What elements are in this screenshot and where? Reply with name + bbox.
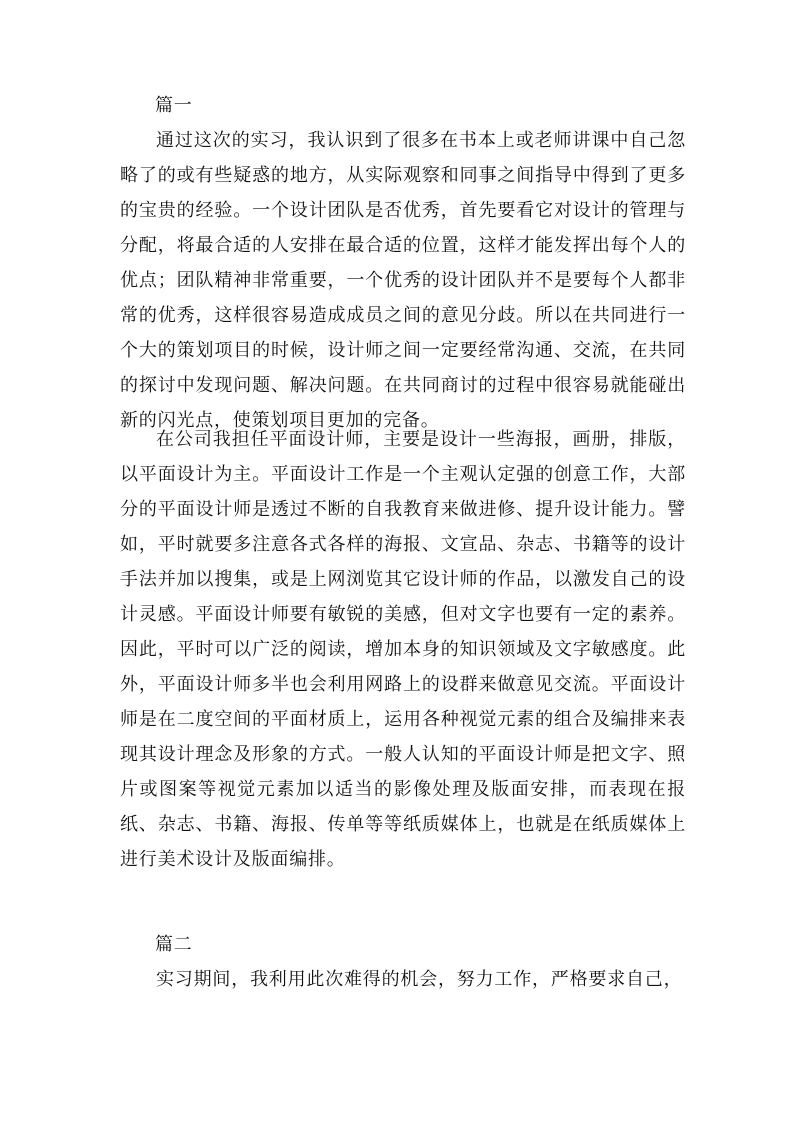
paragraph: 在公司我担任平面设计师，主要是设计一些海报，画册，排版，以平面设计为主。平面设计工作是一个主观认定强的创意工作，大部分的平面设计师是透过不断的自我教育来做进修、提升设计能力。譬如，平时就要多注意各式各样的海报、文宣品、杂志、书籍等的设计手法并加以搜集，或是上网浏览其它设计师的作品，以激发自己的设计灵感。平面设计师要有敏锐的美感，但对文字也要有一定的素养。因此，平时可以广泛的阅读，增加本身的知识领域及文字敏感度。此外，平面设计师多半也会利用网路上的设群来做意见交流。平面设计师是在二度空间的平面材质上，运用各种视觉元素的组合及编排来表现其设计理念及形象的方式。一般人认知的平面设计师是把文字、照片或图案等视觉元素加以适当的影像处理及版面安排，而表现在报纸、杂志、书籍、海报、传单等等纸质媒体上，也就是在纸质媒体上进行美术设计及版面编排。 [120, 429, 686, 870]
paragraph: 实习期间，我利用此次难得的机会，努力工作，严格要求自己， [156, 969, 683, 990]
paragraph: 通过这次的实习，我认识到了很多在书本上或老师讲课中自己忽略了的或有些疑惑的地方，从实际观察和同事之间指导中得到了更多的宝贵的经验。一个设计团队是否优秀，首先要看它对设计的管理与分配，将最合适的人安排在最合适的位置，这样才能发挥出每个人的优点；团队精神非常重要，一个优秀的设计团队并不是要每个人都非常的优秀，这样很容易造成成员之间的意见分歧。所以在共同进行一个大的策划项目的时候，设计师之间一定要经常沟通、交流，在共同的探讨中发现问题、解决问题。在共同商讨的过程中很容易就能碰出新的闪光点，使策划项目更加的完备。 [120, 130, 686, 431]
section-2-body [120, 962, 686, 997]
section-heading-1: 篇一 [155, 95, 193, 116]
section-1-body [120, 123, 686, 438]
section-1-body-continued [120, 422, 686, 877]
section-heading-2: 篇二 [155, 934, 193, 955]
